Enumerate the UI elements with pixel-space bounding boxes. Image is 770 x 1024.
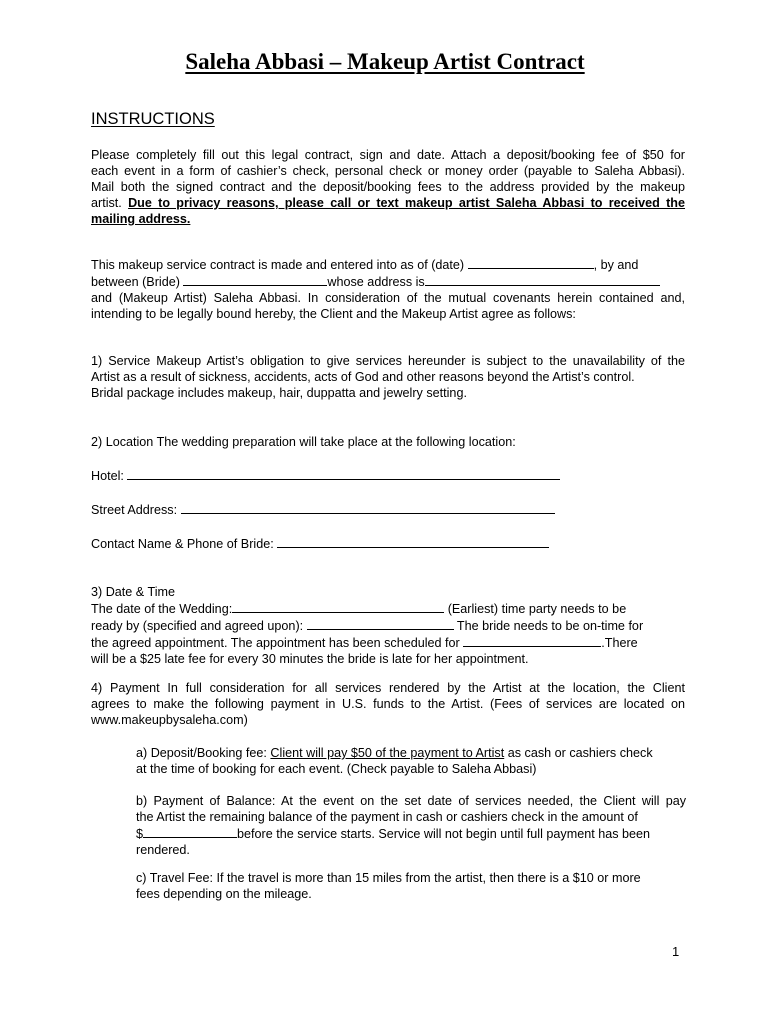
text-run: This makeup service contract is made and entered into as of (date) xyxy=(91,258,465,272)
page-number: 1 xyxy=(672,944,680,959)
service-paragraph xyxy=(91,353,685,401)
text-line: Bridal package includes makeup, hair, duppatta and jewelry setting. xyxy=(91,386,467,400)
travel-clause xyxy=(136,870,686,902)
text-run: ready by (specified and agreed upon): xyxy=(91,619,304,633)
text-line: the Artist the remaining balance of the payment in cash or cashiers check in the amount of xyxy=(136,810,638,824)
text-run: between (Bride) xyxy=(91,275,180,289)
page-title: Saleha Abbasi – Makeup Artist Contract xyxy=(185,49,585,74)
street-row xyxy=(91,501,685,518)
text-line: and (Makeup Artist) Saleha Abbasi. In consideration of the mutual covenants herein contained and, xyxy=(91,291,685,305)
text-line xyxy=(91,195,685,211)
text-run: as cash or cashiers check xyxy=(507,746,653,760)
hotel-label: Hotel: xyxy=(91,469,124,483)
address-blank[interactable] xyxy=(425,273,660,286)
street-label: Street Address: xyxy=(91,503,178,517)
text-run: , by and xyxy=(593,258,639,272)
amount-blank[interactable] xyxy=(143,825,237,838)
ready-time-blank[interactable] xyxy=(307,617,454,630)
payment-paragraph xyxy=(91,680,685,728)
date-time-paragraph xyxy=(91,584,685,667)
text-run: artist. xyxy=(91,196,122,210)
wedding-date-blank[interactable] xyxy=(232,600,444,613)
privacy-notice: Due to privacy reasons, please call or text makeup artist Saleha Abbasi to received the xyxy=(128,196,686,210)
website-text: www.makeupbysaleha.com) xyxy=(91,713,248,727)
text-run: The date of the Wedding: xyxy=(91,602,233,616)
text-line: Please completely fill out this legal contract, sign and date. Attach a deposit/booking fee of $50 for xyxy=(91,148,685,162)
text-run: a) Deposit/Booking fee: xyxy=(136,746,267,760)
text-line: agrees to make the following payment in U.S. funds to the Artist. (Fees of services are located on xyxy=(91,697,685,711)
text-line: each event in a form of cashier’s check, personal check or money order (payable to Saleha Abbasi). xyxy=(91,164,685,178)
text-line: Artist as a result of sickness, accidents, acts of God and other reasons beyond the Artist’s control. xyxy=(91,370,635,384)
text-line: 4) Payment In full consideration for all services rendered by the Artist at the location, the Client xyxy=(91,681,685,695)
text-line: intending to be legally bound hereby, the Client and the Makeup Artist agree as follows: xyxy=(91,307,576,321)
appointment-blank[interactable] xyxy=(463,634,601,647)
bride-name-blank[interactable] xyxy=(183,273,327,286)
privacy-notice-end: mailing address. xyxy=(91,212,191,226)
contact-blank[interactable] xyxy=(277,535,549,548)
instructions-heading: INSTRUCTIONS xyxy=(91,110,215,128)
section-heading: 3) Date & Time xyxy=(91,585,175,599)
contact-label: Contact Name & Phone of Bride: xyxy=(91,537,274,551)
text-line: at the time of booking for each event. (Check payable to Saleha Abbasi) xyxy=(136,762,537,776)
text-run: before the service starts. Service will not begin until full payment has been xyxy=(237,827,651,841)
text-line: b) Payment of Balance: At the event on the set date of services needed, the Client will pay xyxy=(136,794,686,808)
text-run: (Earliest) time party needs to be xyxy=(447,602,627,616)
text-line: will be a $25 late fee for every 30 minutes the bride is late for her appointment. xyxy=(91,652,529,666)
text-run: The bride needs to be on-time for xyxy=(456,619,644,633)
text-line: 1) Service Makeup Artist’s obligation to give services hereunder is subject to the unavailability of the xyxy=(91,354,685,368)
text-line: fees depending on the mileage. xyxy=(136,887,312,901)
balance-clause xyxy=(136,793,686,858)
instructions-paragraph xyxy=(91,147,685,227)
street-blank[interactable] xyxy=(181,501,555,514)
deposit-clause xyxy=(136,745,686,777)
text-line: 2) Location The wedding preparation will take place at the following location: xyxy=(91,435,516,449)
text-line: c) Travel Fee: If the travel is more than 15 miles from the artist, then there is a $10 or more xyxy=(136,871,641,885)
hotel-blank[interactable] xyxy=(127,467,560,480)
text-line: rendered. xyxy=(136,843,190,857)
text-run: $ xyxy=(136,827,144,841)
deposit-terms: Client will pay $50 of the payment to Artist xyxy=(270,746,505,760)
text-run: whose address is xyxy=(327,275,425,289)
text-run: the agreed appointment. The appointment has been scheduled for xyxy=(91,636,460,650)
contact-row xyxy=(91,535,685,552)
hotel-row xyxy=(91,467,685,484)
location-intro xyxy=(91,434,685,450)
text-run: .There xyxy=(601,636,638,650)
intro-paragraph xyxy=(91,256,685,322)
text-line: Mail both the signed contract and the deposit/booking fees to the address provided by the makeup xyxy=(91,180,685,194)
date-blank[interactable] xyxy=(468,256,594,269)
